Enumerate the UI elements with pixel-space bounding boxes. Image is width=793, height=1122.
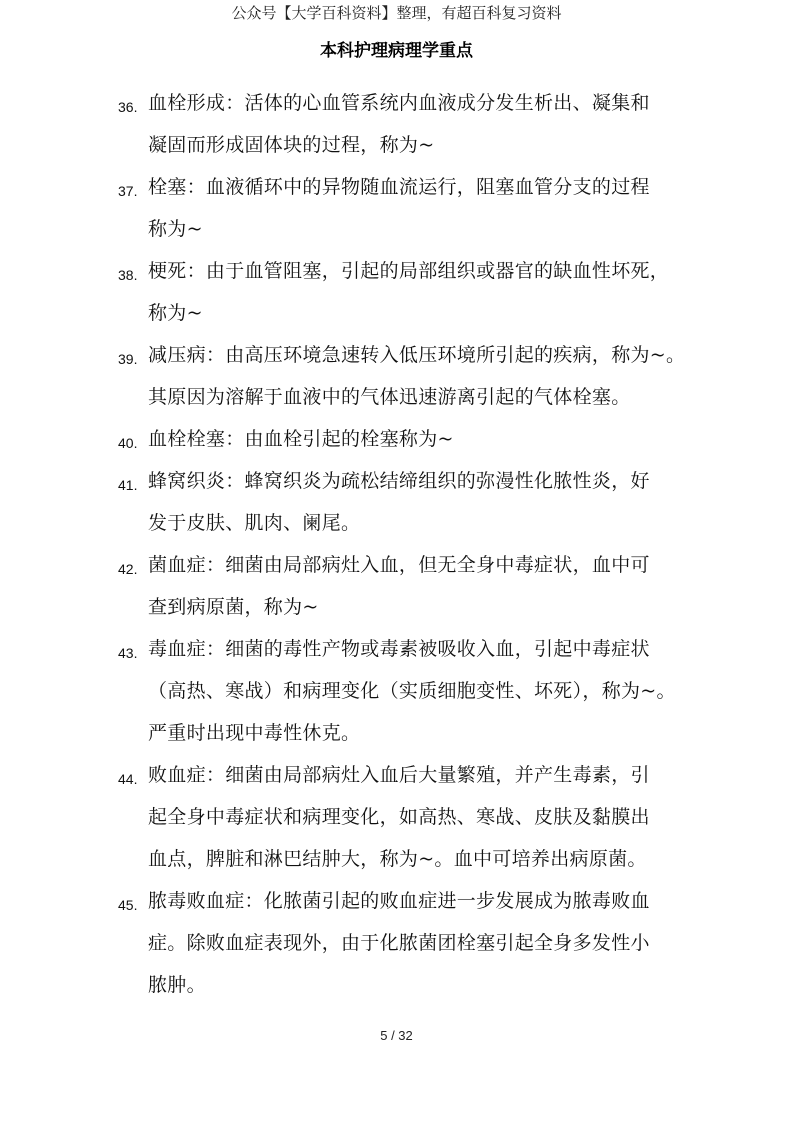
definition-list: [0, 82, 793, 1006]
definition-text-line: 严重时出现中毒性休克。: [148, 722, 361, 744]
definition-text-line: 血栓形成：活体的心血管系统内血液成分发生析出、凝集和: [148, 92, 650, 114]
definition-item: [0, 418, 793, 460]
definition-text-line: 减压病：由高压环境急速转入低压环境所引起的疾病，称为~。: [148, 344, 686, 366]
definition-text-line: 菌血症：细菌由局部病灶入血，但无全身中毒症状，血中可: [148, 554, 650, 576]
definition-item: [0, 754, 793, 880]
definition-text-line: 发于皮肤、肌肉、阑尾。: [148, 512, 361, 534]
definition-item: [0, 460, 793, 544]
definition-number: 39.: [118, 351, 138, 367]
definition-text-line: 称为~: [148, 218, 203, 240]
definition-text-line: 栓塞：血液循环中的异物随血流运行，阻塞血管分支的过程: [148, 176, 650, 198]
definition-number: 37.: [118, 183, 138, 199]
definition-item: [0, 166, 793, 250]
definition-number: 41.: [118, 477, 138, 493]
page-number: 5 / 32: [380, 1028, 413, 1043]
definition-number: 38.: [118, 267, 138, 283]
definition-item: [0, 544, 793, 628]
definition-text-line: 毒血症：细菌的毒性产物或毒素被吸收入血，引起中毒症状: [148, 638, 650, 660]
definition-item: [0, 250, 793, 334]
definition-item: [0, 334, 793, 418]
definition-text-line: 症。除败血症表现外，由于化脓菌团栓塞引起全身多发性小: [148, 932, 650, 954]
definition-text-line: （高热、寒战）和病理变化（实质细胞变性、坏死），称为~。: [148, 680, 676, 702]
definition-number: 40.: [118, 435, 138, 451]
definition-item: [0, 82, 793, 166]
definition-text-line: 脓毒败血症：化脓菌引起的败血症进一步发展成为脓毒败血: [148, 890, 650, 912]
document-title: 本科护理病理学重点: [320, 41, 473, 61]
definition-text-line: 查到病原菌，称为~: [148, 596, 319, 618]
definition-text-line: 梗死：由于血管阻塞，引起的局部组织或器官的缺血性坏死，: [148, 260, 670, 282]
definition-number: 44.: [118, 771, 138, 787]
definition-text-line: 血点，脾脏和淋巴结肿大，称为~。血中可培养出病原菌。: [148, 848, 647, 870]
definition-text-line: 血栓栓塞：由血栓引起的栓塞称为~: [148, 428, 454, 450]
definition-item: [0, 880, 793, 1006]
definition-number: 43.: [118, 645, 138, 661]
definition-number: 42.: [118, 561, 138, 577]
definition-text-line: 其原因为溶解于血液中的气体迅速游离引起的气体栓塞。: [148, 386, 631, 408]
page-header-note: 公众号【大学百科资料】整理，有超百科复习资料: [231, 4, 562, 22]
definition-text-line: 凝固而形成固体块的过程，称为~: [148, 134, 435, 156]
definition-text-line: 脓肿。: [148, 974, 206, 996]
definition-text-line: 败血症：细菌由局部病灶入血后大量繁殖，并产生毒素，引: [148, 764, 650, 786]
definition-number: 36.: [118, 99, 138, 115]
definition-text-line: 称为~: [148, 302, 203, 324]
definition-text-line: 蜂窝织炎：蜂窝织炎为疏松结缔组织的弥漫性化脓性炎，好: [148, 470, 650, 492]
definition-item: [0, 628, 793, 754]
definition-number: 45.: [118, 897, 138, 913]
definition-text-line: 起全身中毒症状和病理变化，如高热、寒战、皮肤及黏膜出: [148, 806, 650, 828]
